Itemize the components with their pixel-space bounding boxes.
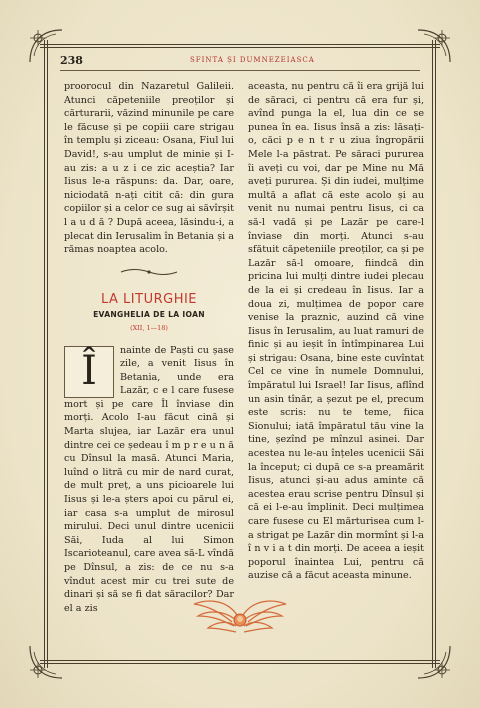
right-column (248, 80, 424, 583)
right-paragraph: aceasta, nu pentru că îi era grijă lui de săraci, ci pentru că era fur și, avînd punga la el, lua din ce se punea în ea. Iisus însă a zis: lăsați-o, căci p e n t r u ziua îngropării Mele l-a păstrat. Pe săraci pururea îi aveți cu voi, dar pe Mine nu Mă aveți pururea. Și din iudei, mulțime multă a aflat că este acolo și au venit nu numai pentru Iisus, ci ca să-l vadă și pe Lazăr pe care-l înviase din morți. Atunci s-au sfătuit căpeteniile preoților, ca și pe Lazăr să-l omoare, fiindcă din pricina lui mulți dintre iudei plecau de la ei și credeau în Iisus. Iar a doua zi, mulțimea de popor care venise la praznic, auzind că vine Iisus în Ierusalim, au luat ramuri de finic și au ieșit în întîmpinarea Lui și strigau: Osana, bine este cuvîntat Cel ce vine în numele Domnului, împăratul lui Israel! Iar Iisus, aflînd un asin tînăr, a șezut pe el, precum este scris: nu te teme, fiica Sionului; iată împăratul tău vine la tine, șezînd pe mînzul asinei. Dar acestea nu le-au înțeles ucenicii Săi la început; ci după ce s-a preamărit Iisus, atunci și-au adus aminte că acestea erau scrise pentru Dînsul și că ei l-e-au împlinit. Deci mulțimea care fusese cu El mărturisea cum l-a strigat pe Lazăr din mormînt și l-a î n v i a t din morți. De aceea a ieșit poporul înaintea Lui, pentru că auzise că a făcut aceasta minune. (248, 81, 424, 582)
main-text-block (64, 344, 234, 616)
section-subtitle: EVANGHELIA DE LA IOAN (93, 310, 205, 320)
corner-ornament-icon (414, 26, 454, 66)
angel-ornament-icon (190, 590, 290, 640)
intro-paragraph: proorocul din Nazaretul Galileii. Atunci căpeteniile preoților și cărturarii, văzind minunile pe care le făcuse și pe copiii care strigau în templu și ziceau: Osana, Fiul lui David!, s-au umplut de minie și I-au zis: a u z i ce zic aceștia? Iar Iisus le-a răspuns: da. Dar, oare, niciodată n-ați citit că: din gura copiilor și a celor ce sug ai săvîrșit l a u d ă ? După aceea, lăsindu-i, a plecat din Ierusalim în Betania și a rămas noaptea acolo. (64, 81, 234, 256)
frame-bottom-line-inner (40, 660, 440, 661)
main-paragraph: nainte de Paști cu șase zile, a venit Iisus în Betania, unde era Lazăr, c e l care fusese mort și pe care Îl înviase din morți. Acolo I-au făcut cină și Marta slujea, iar Lazăr era unul dintre cei ce ședeau î m p r e u n ă cu Dînsul la masă. Atunci Maria, luînd o litră cu mir de nard curat, de mult preț, a uns picioarele lui Iisus și le-a șters apoi cu părul ei, iar casa s-a umplut de mirosul mirului. Deci unul dintre ucenicii Săi, Iuda al lui Simon Iscarioteanul, care avea să-L vîndă pe Dînsul, a zis: de ce nu s-a vîndut acest mir cu trei sute de dinari și să se fi dat săracilor? Dar el a zis (64, 344, 234, 614)
frame-left-line-inner (47, 40, 48, 668)
section-title: LA LITURGHIE (100, 291, 198, 307)
divider-ornament-icon (119, 267, 179, 277)
frame-left-line (44, 40, 45, 668)
corner-ornament-icon (26, 642, 66, 682)
frame-right-line-inner (432, 40, 433, 668)
frame-right-line (435, 40, 436, 668)
frame-top-line-inner (40, 47, 440, 48)
dropcap-letter: Î (64, 346, 114, 398)
page-number: 238 (60, 54, 83, 67)
frame-bottom-line (40, 663, 440, 664)
header-rule (60, 70, 420, 71)
left-column (64, 80, 234, 615)
section-reference: (XII, 1—18) (130, 323, 168, 332)
frame-top-line (40, 44, 440, 45)
corner-ornament-icon (414, 642, 454, 682)
running-title: SFINTA ȘI DUMNEZEIASCA (190, 56, 315, 64)
page-header (60, 54, 420, 70)
